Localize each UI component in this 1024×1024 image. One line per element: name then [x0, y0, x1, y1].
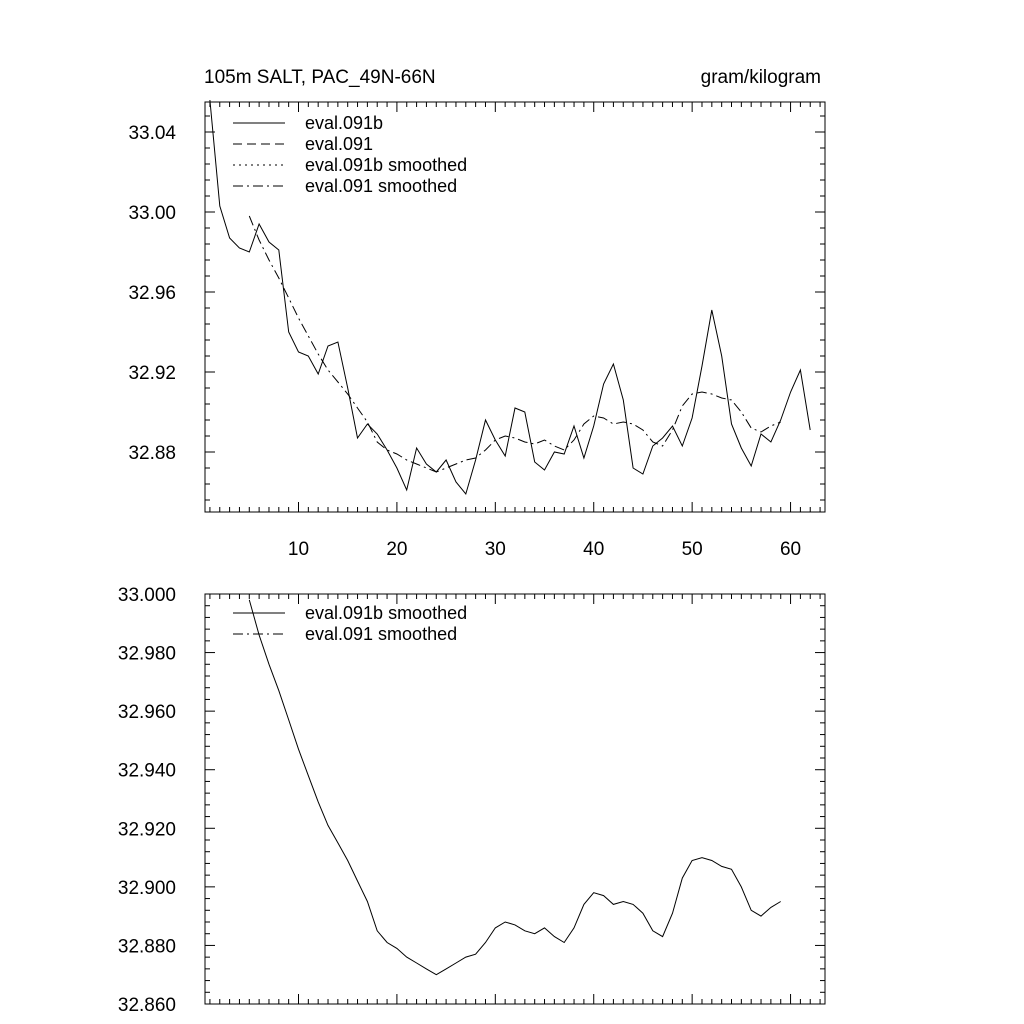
y-tick-label: 33.00 [128, 203, 176, 224]
y-tick-label: 32.92 [128, 363, 176, 384]
y-tick-label: 32.88 [128, 443, 176, 464]
y-tick-label: 32.920 [117, 819, 176, 841]
series-line-eval-091-smoothed [249, 216, 780, 472]
y-tick-label: 32.980 [117, 643, 176, 665]
chart-title: 105m SALT, PAC_49N-66N [204, 67, 436, 88]
y-tick-label: 32.96 [128, 283, 176, 304]
y-tick-label: 32.960 [117, 702, 176, 724]
x-tick-label: 20 [386, 539, 408, 560]
legend-label: eval.091 smoothed [305, 176, 458, 196]
plot-frame [205, 102, 825, 512]
x-tick-label: 30 [484, 539, 506, 560]
series-line-eval-091b [210, 100, 810, 494]
legend-label: eval.091b [305, 113, 384, 133]
y-tick-label: 32.880 [117, 936, 176, 958]
legend-label: eval.091b smoothed [305, 155, 468, 175]
x-tick-label: 50 [681, 539, 703, 560]
x-tick-label: 60 [779, 539, 802, 560]
x-tick-label: 10 [287, 539, 310, 560]
chart-panel-1 [128, 67, 825, 560]
series-line-eval-091b-smoothed [249, 600, 780, 975]
legend-label: eval.091 smoothed [305, 624, 458, 644]
chart-panel-2 [118, 585, 825, 1016]
y-tick-label: 32.900 [117, 877, 176, 899]
units-label: gram/kilogram [700, 67, 821, 88]
legend-label: eval.091b smoothed [305, 603, 468, 623]
y-tick-label: 32.860 [117, 995, 176, 1016]
y-tick-label: 33.000 [117, 585, 176, 606]
legend-label: eval.091 [305, 134, 374, 154]
x-tick-label: 40 [583, 539, 605, 560]
y-tick-label: 32.940 [117, 760, 176, 782]
plot-frame [205, 594, 825, 1004]
y-tick-label: 33.04 [128, 123, 176, 144]
